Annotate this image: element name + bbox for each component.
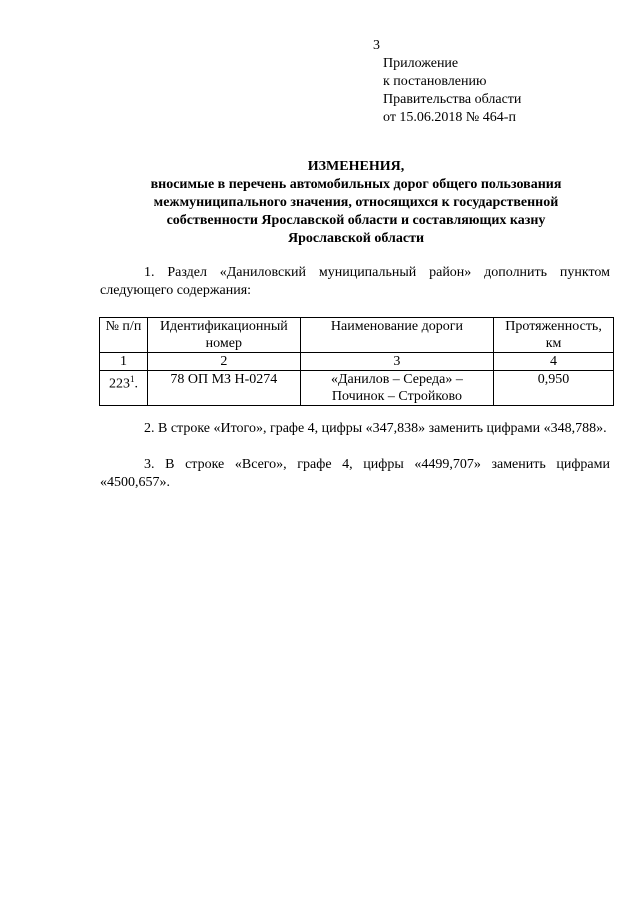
title-line: межмуниципального значения, относящихся к государственной: [153, 195, 559, 210]
col-number: 4: [494, 353, 614, 371]
paragraph-2: 2. В строке «Итого», графе 4, цифры «347,838» заменить цифрами «348,788».: [144, 421, 607, 436]
table-row: [100, 371, 614, 406]
title-line: Ярославской области: [287, 231, 425, 246]
col-number: 1: [100, 353, 148, 371]
page-number: 3: [373, 38, 380, 53]
col-number: 2: [147, 353, 300, 371]
header-id: Идентификационный номер: [147, 318, 300, 353]
row-id: 78 ОП МЗ Н-0274: [147, 371, 300, 406]
appendix-line: Правительства области: [383, 92, 522, 107]
paragraph-1: 1. Раздел «Даниловский муниципальный район» дополнить пунктом следующего содержания:: [100, 265, 610, 298]
header-name: Наименование дороги: [300, 318, 493, 353]
paragraph-3: 3. В строке «Всего», графе 4, цифры «4499,707» заменить цифрами «4500,657».: [100, 457, 610, 490]
row-no-value: 223: [108, 376, 130, 392]
appendix-line: к постановлению: [383, 74, 487, 89]
col-number: 3: [300, 353, 493, 371]
appendix-line: от 15.06.2018 № 464-п: [383, 110, 516, 125]
header-length: Протяженность, км: [494, 318, 614, 353]
row-name-line: «Данилов – Середа» –: [330, 372, 463, 387]
title-heading: ИЗМЕНЕНИЯ,: [307, 159, 405, 174]
row-no: [100, 371, 148, 406]
row-name-line: Починок – Стройково: [331, 389, 462, 404]
appendix-block: [383, 55, 521, 127]
header-no: № п/п: [100, 318, 148, 353]
appendix-line: Приложение: [383, 56, 459, 71]
title-line: вносимые в перечень автомобильных дорог общего пользования: [150, 177, 562, 192]
row-length: 0,950: [494, 371, 614, 406]
row-no-suffix: .: [134, 376, 138, 392]
table-header-row: [100, 318, 614, 353]
table-column-numbers-row: [100, 353, 614, 371]
document-title: [96, 158, 616, 248]
title-line: собственности Ярославской области и составляющих казну: [166, 213, 546, 228]
row-name: [300, 371, 493, 406]
roads-table: [99, 317, 614, 406]
row-no-superscript: 1: [129, 374, 135, 384]
